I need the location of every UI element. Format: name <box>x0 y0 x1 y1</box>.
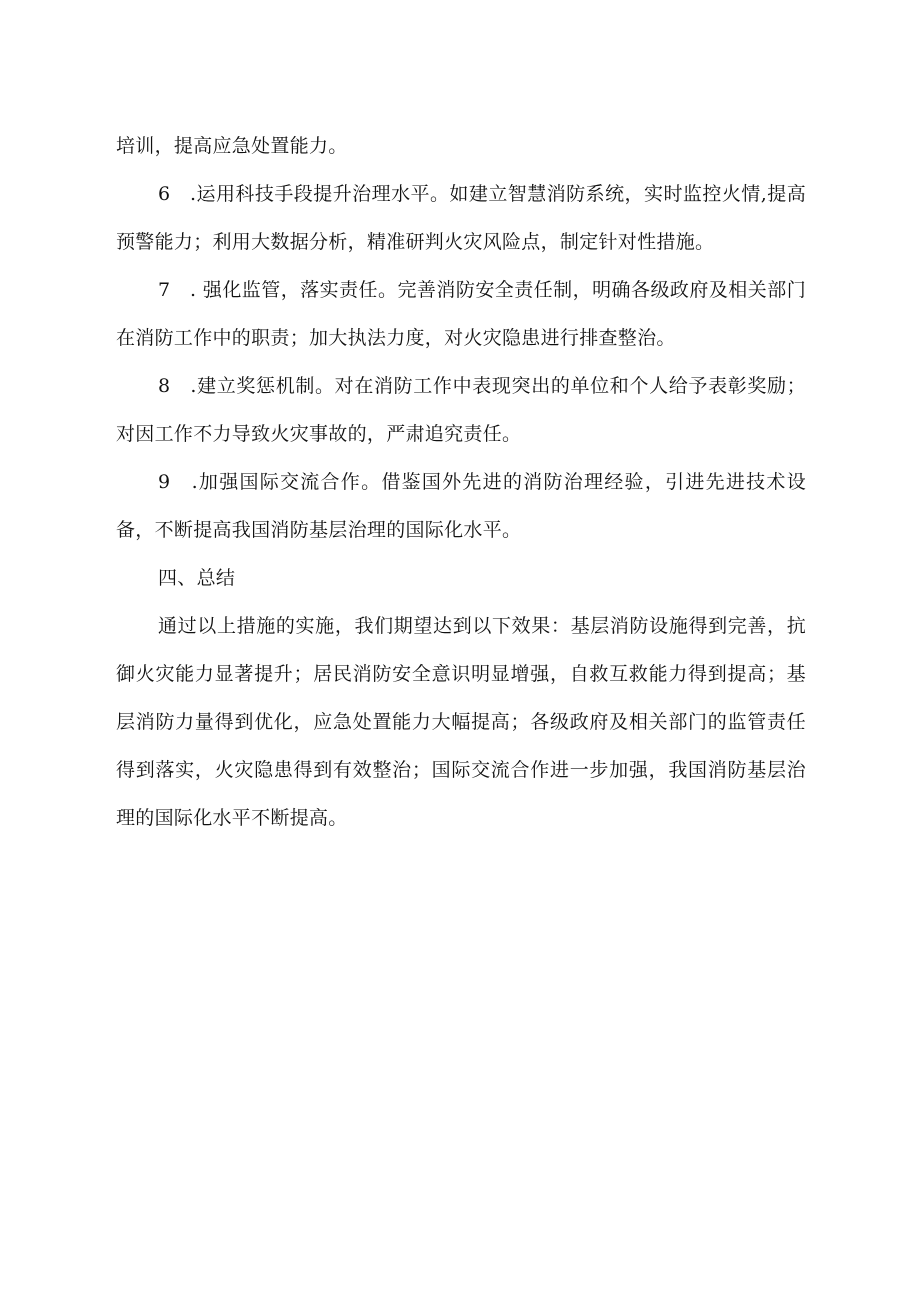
paragraph-training-continuation: 培训，提高应急处置能力。 <box>116 135 348 157</box>
paragraph-item-6-technology: 6 .运用科技手段提升治理水平。如建立智慧消防系统，实时监控火情,提高预警能力；利用大数据分析，精准研判火灾风险点，制定针对性措施。 <box>116 183 806 253</box>
document-body <box>116 122 806 842</box>
section-heading-summary: 四、总结 <box>158 567 236 589</box>
paragraph-item-9-international: 9 .加强国际交流合作。借鉴国外先进的消防治理经验，引进先进技术设备，不断提高我国消防基层治理的国际化水平。 <box>116 471 806 541</box>
paragraph-item-8-incentives: 8 .建立奖惩机制。对在消防工作中表现突出的单位和个人给予表彰奖励；对因工作不力导致火灾事故的，严肃追究责任。 <box>116 375 806 445</box>
paragraph-item-7-supervision: 7 . 强化监管，落实责任。完善消防安全责任制，明确各级政府及相关部门在消防工作中的职责；加大执法力度，对火灾隐患进行排查整治。 <box>116 279 806 349</box>
paragraph-summary-body: 通过以上措施的实施，我们期望达到以下效果：基层消防设施得到完善，抗御火灾能力显著提升；居民消防安全意识明显增强，自救互救能力得到提高；基层消防力量得到优化，应急处置能力大幅提高；各级政府及相关部门的监管责任得到落实，火灾隐患得到有效整治；国际交流合作进一步加强，我国消防基层治理的国际化水平不断提高。 <box>116 615 806 829</box>
